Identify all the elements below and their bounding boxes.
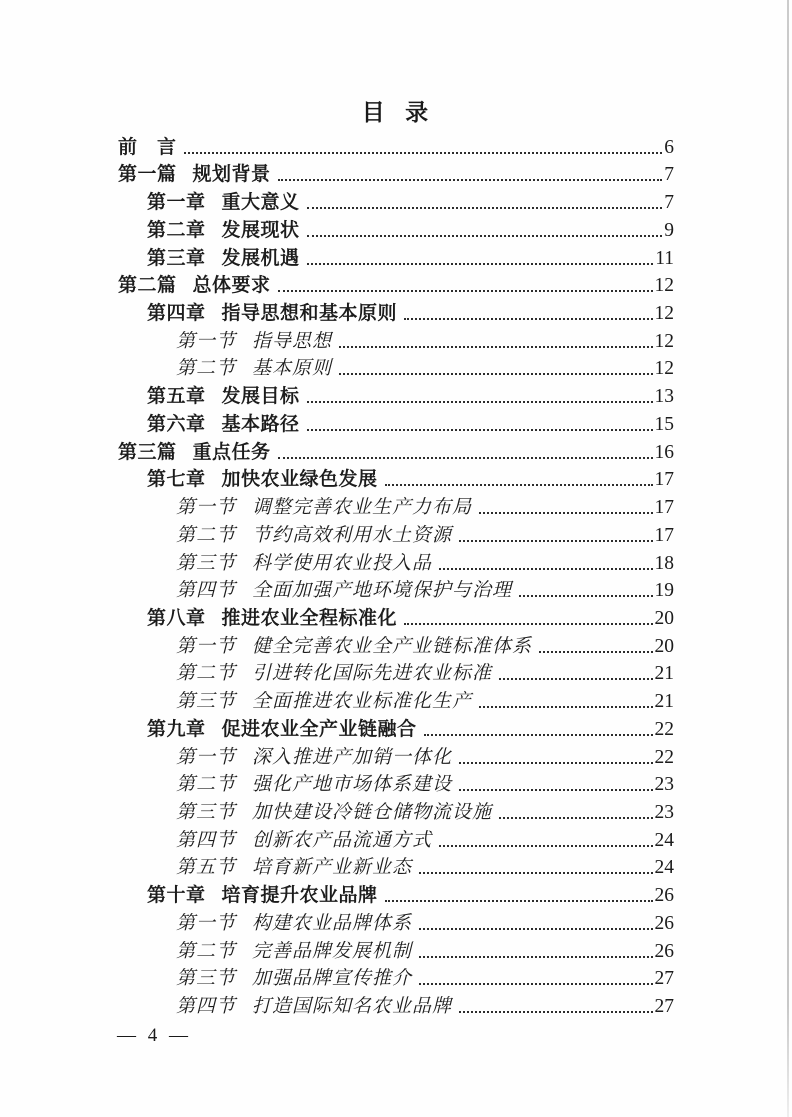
toc-entry-label: 第二节 — [176, 524, 237, 546]
toc-entry-label: 第二节 — [176, 774, 237, 796]
toc-entry-label: 第二节 — [176, 358, 237, 380]
toc-entry-page: 18 — [654, 552, 674, 574]
toc-entry-page: 23 — [654, 774, 674, 796]
dot-leader — [419, 872, 652, 874]
toc-entry-page: 15 — [654, 413, 674, 435]
dot-leader — [459, 1011, 652, 1013]
dot-leader — [439, 568, 652, 570]
toc-entry-label: 第一章 — [147, 192, 206, 214]
toc-entry-page: 19 — [654, 580, 674, 602]
toc-entry — [118, 963, 674, 991]
toc-entry — [118, 214, 674, 242]
toc-entry-title: 总体要求 — [192, 275, 271, 297]
dot-leader — [519, 595, 652, 597]
toc-entry-title: 创新农产品流通方式 — [252, 829, 433, 851]
toc-entry-title: 深入推进产加销一体化 — [252, 746, 453, 768]
dot-leader — [419, 983, 652, 985]
toc-entry-title: 培育新产业新业态 — [252, 857, 413, 879]
dot-leader — [459, 789, 652, 791]
toc-entry-page: 23 — [654, 801, 674, 823]
toc-entry — [118, 408, 674, 436]
toc-entry-page: 7 — [664, 164, 674, 186]
toc-entry-title: 调整完善农业生产力布局 — [252, 497, 473, 519]
toc-entry-page: 24 — [654, 829, 674, 851]
dot-leader — [499, 678, 652, 680]
toc-entry-title: 发展机遇 — [221, 247, 300, 269]
page-title: 目 录 — [361, 99, 431, 125]
toc-entry-label: 第二节 — [176, 663, 237, 685]
toc-entry-label: 第九章 — [147, 718, 206, 740]
dot-leader — [539, 651, 652, 653]
toc-entry-title: 科学使用农业投入品 — [252, 552, 433, 574]
dot-leader — [439, 845, 652, 847]
toc-entry-title: 构建农业品牌体系 — [252, 912, 413, 934]
toc-entry-page: 26 — [654, 940, 674, 962]
toc-entry — [118, 741, 674, 769]
toc-entry-label: 第四节 — [176, 829, 237, 851]
toc-entry-title: 重点任务 — [192, 441, 271, 463]
toc-entry-label: 第二章 — [147, 219, 206, 241]
toc-entry-label: 第十章 — [147, 885, 206, 907]
dot-leader — [278, 457, 653, 459]
dot-leader — [278, 179, 663, 181]
toc-entry-title: 打造国际知名农业品牌 — [252, 996, 453, 1017]
toc-entry-title: 指导思想 — [252, 330, 333, 352]
toc-entry — [118, 519, 674, 547]
toc-entry — [118, 713, 674, 741]
toc-entry — [118, 242, 674, 270]
toc-entry-page: 7 — [664, 192, 674, 214]
toc-entry-title: 引进转化国际先进农业标准 — [252, 663, 493, 685]
dot-leader — [499, 817, 652, 819]
toc-entry — [118, 186, 674, 214]
toc-entry-label: 第一节 — [176, 497, 237, 519]
toc-entry — [118, 297, 674, 325]
toc-entry-label: 第四节 — [176, 996, 237, 1017]
toc-entry-page: 12 — [654, 330, 674, 352]
toc-entry-page: 9 — [664, 219, 674, 241]
toc-entry — [118, 464, 674, 492]
dot-leader — [307, 263, 654, 265]
toc-entry-label: 第一节 — [176, 746, 237, 768]
toc-entry — [118, 353, 674, 381]
dot-leader — [459, 540, 652, 542]
toc-entry-page: 16 — [654, 441, 674, 463]
toc-entry-title: 指导思想和基本原则 — [221, 303, 398, 325]
toc-entry-label: 第一节 — [176, 912, 237, 934]
toc-entry-label: 第二节 — [176, 940, 237, 962]
dot-leader — [307, 401, 653, 403]
toc-entry-title: 基本路径 — [221, 413, 300, 435]
toc-entry — [118, 270, 674, 298]
toc-entry-page: 22 — [654, 746, 674, 768]
toc-entry-label: 第四节 — [176, 580, 237, 602]
toc-entry — [118, 935, 674, 963]
toc-entry — [118, 658, 674, 686]
toc-entry-title: 强化产地市场体系建设 — [252, 774, 453, 796]
toc-entry-page: 26 — [654, 912, 674, 934]
toc-entry-label: 第五章 — [147, 386, 206, 408]
toc-entry-label: 第四章 — [147, 303, 206, 325]
toc-entry-page: 17 — [654, 524, 674, 546]
toc-entry-label: 第三篇 — [118, 441, 177, 463]
toc-entry — [118, 824, 674, 852]
toc-entry-page: 27 — [654, 996, 674, 1017]
toc-entry-label: 前 言 — [118, 136, 177, 158]
toc-entry-page: 12 — [654, 358, 674, 380]
dot-leader — [184, 152, 663, 154]
dot-leader — [339, 346, 652, 348]
table-of-contents — [118, 131, 674, 1018]
toc-entry-title: 完善品牌发展机制 — [252, 940, 413, 962]
toc-entry-page: 12 — [654, 275, 674, 297]
toc-entry-label: 第三节 — [176, 801, 237, 823]
toc-entry-title: 加快建设冷链仓储物流设施 — [252, 801, 493, 823]
dot-leader — [339, 373, 652, 375]
dot-leader — [404, 623, 652, 625]
dot-leader — [307, 235, 663, 237]
toc-entry-page: 26 — [654, 885, 674, 907]
dot-leader — [307, 429, 653, 431]
page-number-footer: — 4 — — [117, 1025, 188, 1046]
toc-entry-title: 推进农业全程标准化 — [221, 607, 398, 629]
toc-entry-page: 22 — [654, 718, 674, 740]
toc-entry-page: 24 — [654, 857, 674, 879]
toc-entry-title: 基本原则 — [252, 358, 333, 380]
toc-entry — [118, 796, 674, 824]
dot-leader — [419, 928, 652, 930]
toc-entry — [118, 769, 674, 797]
toc-entry — [118, 602, 674, 630]
toc-entry — [118, 436, 674, 464]
toc-entry-page: 12 — [654, 303, 674, 325]
toc-entry-page: 20 — [654, 607, 674, 629]
toc-entry — [118, 325, 674, 353]
toc-entry-page: 21 — [654, 663, 674, 685]
toc-entry-page: 17 — [654, 497, 674, 519]
toc-entry — [118, 852, 674, 880]
toc-entry-title: 加快农业绿色发展 — [221, 469, 378, 491]
toc-entry-page: 17 — [654, 469, 674, 491]
toc-entry — [118, 159, 674, 187]
toc-entry-label: 第三章 — [147, 247, 206, 269]
toc-entry-label: 第三节 — [176, 691, 237, 713]
toc-entry — [118, 990, 674, 1018]
dot-leader — [479, 706, 652, 708]
toc-entry-title: 全面加强产地环境保护与治理 — [252, 580, 513, 602]
toc-entry-title: 重大意义 — [221, 192, 300, 214]
toc-entry-page: 6 — [664, 136, 674, 158]
toc-entry-title: 全面推进农业标准化生产 — [252, 691, 473, 713]
toc-entry-label: 第六章 — [147, 413, 206, 435]
toc-entry-title: 培育提升农业品牌 — [221, 885, 378, 907]
toc-entry — [118, 575, 674, 603]
toc-entry-title: 规划背景 — [192, 164, 271, 186]
dot-leader — [385, 484, 653, 486]
toc-entry-page: 27 — [654, 968, 674, 990]
dot-leader — [459, 762, 652, 764]
toc-entry-page: 20 — [654, 635, 674, 657]
toc-entry-label: 第五节 — [176, 857, 237, 879]
toc-entry-page: 13 — [654, 386, 674, 408]
toc-entry-title: 发展目标 — [221, 386, 300, 408]
dot-leader — [479, 512, 652, 514]
toc-entry-label: 第七章 — [147, 469, 206, 491]
dot-leader — [307, 207, 663, 209]
dot-leader — [385, 900, 653, 902]
dot-leader — [419, 956, 652, 958]
toc-entry — [118, 685, 674, 713]
toc-entry-label: 第八章 — [147, 607, 206, 629]
toc-entry-label: 第二篇 — [118, 275, 177, 297]
toc-entry — [118, 630, 674, 658]
scan-edge-line — [787, 0, 789, 1117]
toc-entry-title: 健全完善农业全产业链标准体系 — [252, 635, 533, 657]
toc-entry — [118, 907, 674, 935]
toc-entry-title: 发展现状 — [221, 219, 300, 241]
toc-entry-label: 第一节 — [176, 330, 237, 352]
toc-entry-title: 加强品牌宣传推介 — [252, 968, 413, 990]
dot-leader — [424, 734, 653, 736]
toc-entry — [118, 491, 674, 519]
toc-entry-page: 11 — [655, 247, 674, 269]
dot-leader — [404, 318, 652, 320]
toc-entry — [118, 879, 674, 907]
dot-leader — [278, 290, 653, 292]
toc-entry — [118, 131, 674, 159]
toc-entry-label: 第三节 — [176, 552, 237, 574]
toc-entry-label: 第一节 — [176, 635, 237, 657]
toc-entry-label: 第一篇 — [118, 164, 177, 186]
toc-entry-title: 促进农业全产业链融合 — [221, 718, 417, 740]
toc-entry-label: 第三节 — [176, 968, 237, 990]
toc-entry — [118, 380, 674, 408]
toc-entry — [118, 547, 674, 575]
toc-entry-title: 节约高效利用水土资源 — [252, 524, 453, 546]
toc-entry-page: 21 — [654, 691, 674, 713]
